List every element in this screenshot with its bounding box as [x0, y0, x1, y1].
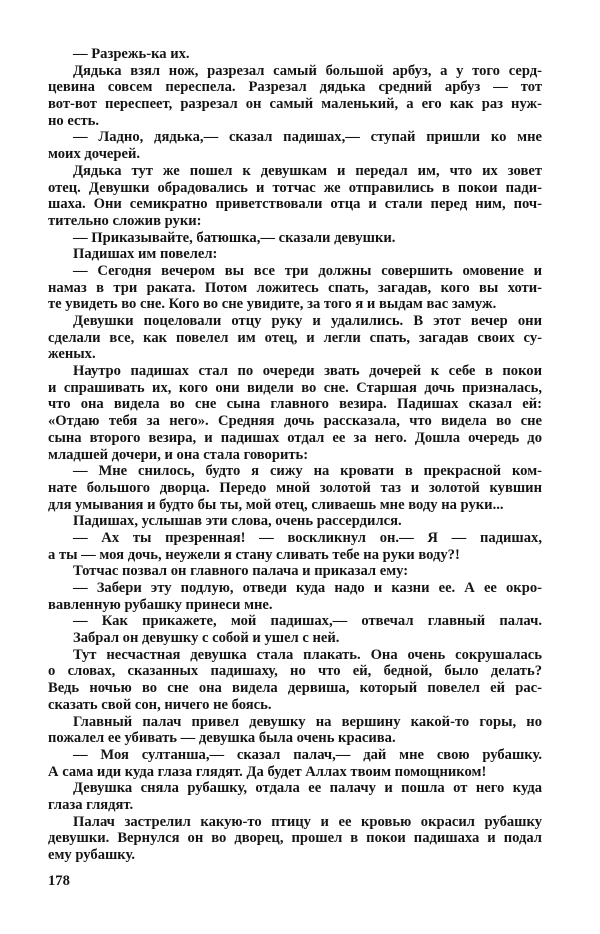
text-line: Дядька взял нож, разрезал самый большой арбуз, а у того серд- [73, 62, 542, 79]
text-line: — Моя султанша,— сказал палач,— дай мне свою рубашку. [73, 746, 542, 763]
text-line: младшей дочери, и она стала говорить: [48, 446, 309, 463]
text-line: те увидеть во сне. Кого во сне увидите, за того я и выдам вас замуж. [48, 296, 497, 313]
text-line: Палач застрелил какую-то птицу и ее кровью окрасил рубашку [73, 813, 542, 830]
text-line: — Забери эту подлую, отведи куда надо и казни ее. А ее окро- [73, 580, 542, 596]
text-line: Падишах, услышав эти слова, очень рассердился. [73, 513, 402, 530]
text-line: ему рубашку. [48, 847, 135, 863]
text-line: — Ладно, дядька,— сказал падишах,— ступай пришли ко мне [73, 129, 542, 146]
text-line: Дядька тут же пошел к девушкам и передал им, что их зовет [73, 162, 542, 179]
text-line: вавленную рубашку принеси мне. [48, 596, 273, 613]
text-line: А сама иди куда глаза глядят. Да будет Аллах твоим помощником! [48, 763, 487, 780]
text-line: вот-вот переспеет, разрезал он самый маленький, а его как раз нуж- [48, 96, 542, 113]
text-line: а ты — моя дочь, неужели я стану сливать тебе на руки воду?! [48, 546, 460, 563]
text-line: нате большого дворца. Передо мной золотой таз и золотой кувшин [48, 479, 542, 496]
text-line: о словах, сказанных падишаху, но что ей, бедной, было делать? [48, 663, 542, 680]
text-line: шаха. Они семикратно приветствовали отца и стали перед ним, поч- [48, 196, 542, 213]
text-line: — Как прикажете, мой падишах,— отвечал главный палач. [73, 613, 542, 630]
text-line: Падишах им повелел: [73, 246, 218, 263]
page-number: 178 [48, 873, 70, 889]
text-line: сказать свой сон, ничего не боясь. [48, 696, 272, 713]
text-line: Девушки поцеловали отцу руку и удалились. В этот вечер они [73, 313, 542, 329]
text-line: Наутро падишах стал по очереди звать дочерей к себе в покои [73, 363, 542, 380]
text-line: сделали все, как повелел им отец, и легли спать, загадав своих су- [48, 329, 542, 346]
text-line: Ведь ночью во сне она видела дервиша, который повелел ей рас- [48, 680, 542, 697]
text-line: — Мне снилось, будто я сижу на кровати в прекрасной ком- [73, 463, 542, 480]
text-line: сына второго везира, и падишах отдал ее за него. Дошла очередь до [48, 429, 542, 446]
text-line: намаз в три раката. Потом ложитесь спать, загадав, кого вы хоти- [48, 279, 542, 296]
text-line: глаза глядят. [48, 796, 134, 813]
text-line: «Отдаю тебя за него». Средняя дочь рассказала, что видела во сне [48, 413, 542, 430]
text-line: девушки. Вернулся он во дворец, прошел в покои падишаха и подал [48, 830, 542, 847]
text-line: — Разрежь-ка их. [73, 46, 190, 62]
text-line: цевина совсем переспела. Разрезал дядька средний арбуз — тот [48, 79, 542, 96]
text-line: Главный палач привел девушку на вершину какой-то горы, но [73, 713, 542, 730]
text-line: моих дочерей. [48, 146, 141, 163]
text-line: Девушка сняла рубашку, отдала ее палачу и пошла от него куда [73, 780, 542, 797]
text-line: Тут несчастная девушка стала плакать. Она очень сокрушалась [73, 646, 542, 663]
text-line: Тотчас позвал он главного палача и приказал ему: [73, 563, 409, 580]
text-line: — Ах ты презренная! — воскликнул он.— Я — падишах, [73, 529, 542, 546]
text-line: — Приказывайте, батюшка,— сказали девушки. [73, 229, 396, 246]
text-line: тительно сложив руки: [48, 212, 202, 229]
text-line: женых. [48, 346, 96, 363]
text-line: и спрашивать их, кого они видели во сне. Старшая дочь призналась, [48, 379, 542, 396]
text-line: — Сегодня вечером вы все три должны совершить омовение и [73, 262, 542, 279]
text-line: для умывания и будто бы ты, мой отец, сливаешь мне воду на руки... [48, 496, 504, 513]
text-line: Забрал он девушку с собой и ушел с ней. [73, 630, 340, 647]
text-line: пожалел ее убивать — девушка была очень красива. [48, 730, 396, 747]
text-line: что она видела во сне сына главного везира. Падишах сказал ей: [48, 396, 542, 413]
page-body-text [48, 46, 542, 864]
text-line: отец. Девушки обрадовались и тотчас же отправились в покои пади- [48, 179, 542, 196]
text-line: но есть. [48, 112, 100, 129]
